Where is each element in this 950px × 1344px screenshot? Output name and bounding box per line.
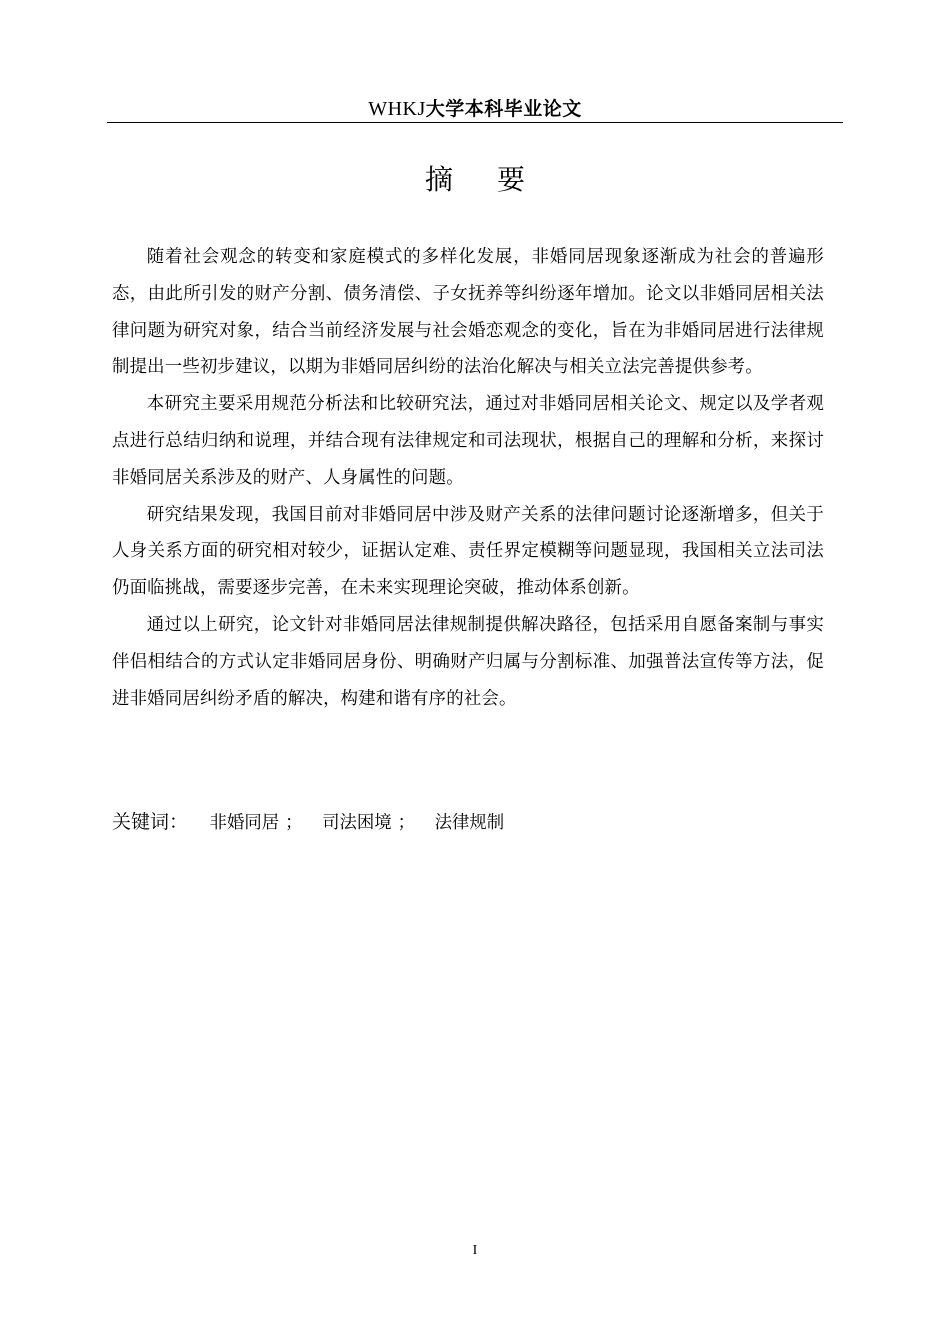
abstract-title: 摘要 xyxy=(424,163,569,196)
abstract-body xyxy=(112,239,824,717)
keyword-item: 法律规制 xyxy=(434,813,505,833)
keyword-item: 司法困境 xyxy=(322,813,392,833)
keyword-item: 非婚同居 xyxy=(209,813,280,833)
keyword-separator: ； xyxy=(397,813,416,833)
keyword-separator: ； xyxy=(285,813,303,833)
page-number: I xyxy=(472,1243,478,1258)
abstract-paragraph-2: 本研究主要采用规范分析法和比较研究法，通过对非婚同居相关论文、规定以及学者观点进行总结归纳和说理，并结合现有法律规定和司法现状，根据自己的理解和分析，来探讨非婚同居关系涉及的财产、人身属性的问题。 xyxy=(112,394,824,488)
abstract-paragraph-1: 随着社会观念的转变和家庭模式的多样化发展，非婚同居现象逐渐成为社会的普遍形态，由此所引发的财产分割、债务清偿、子女抚养等纠纷逐年增加。论文以非婚同居相关法律问题为研究对象，结合当前经济发展与社会婚恋观念的变化，旨在为非婚同居进行法律规制提出一些初步建议，以期为非婚同居纠纷的法治化解决与相关立法完善提供参考。 xyxy=(112,247,824,378)
header-divider xyxy=(107,122,843,123)
header-title: 大学本科毕业论文 xyxy=(425,98,582,120)
header-code: WHKJ xyxy=(368,98,426,120)
abstract-paragraph-3: 研究结果发现，我国目前对非婚同居中涉及财产关系的法律问题讨论逐渐增多，但关于人身关系方面的研究相对较少，证据认定难、责任界定模糊等问题显现，我国相关立法司法仍面临挑战，需要逐步完善，在未来实现理论突破，推动体系创新。 xyxy=(112,504,824,599)
running-header xyxy=(107,96,843,122)
keywords-line xyxy=(112,806,824,839)
keywords-label: 关键词： xyxy=(112,811,189,833)
abstract-paragraph-4: 通过以上研究，论文针对非婚同居法律规制提供解决路径，包括采用自愿备案制与事实伴侣相结合的方式认定非婚同居身份、明确财产归属与分割标准、加强普法宣传等方法，促进非婚同居纠纷矛盾的解决，构建和谐有序的社会。 xyxy=(112,614,824,709)
